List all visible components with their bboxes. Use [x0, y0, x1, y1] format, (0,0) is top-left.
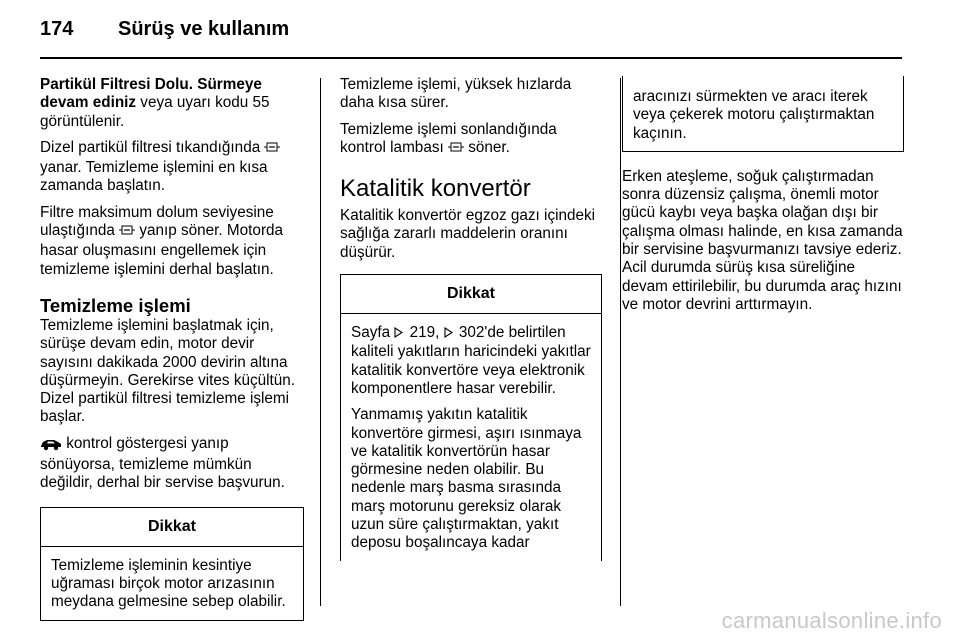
paragraph-text: Dizel partikül filtresi tıkandığında: [40, 138, 265, 156]
paragraph-catalytic: Katalitik konvertör egzoz gazı içindeki sağlığa zararlı maddelerin oranını düşürür.: [340, 207, 596, 261]
column-divider-2: [620, 78, 621, 606]
diesel-particle-filter-icon: [264, 140, 280, 159]
column-1: [40, 76, 304, 621]
paragraph-text: yanar. Temizleme işlemini en kısa zamanda başlatın.: [40, 159, 268, 195]
page-title: Sürüş ve kullanım: [118, 18, 290, 40]
paragraph-filter-max: [40, 204, 304, 279]
column-divider-1: [320, 78, 321, 606]
section-heading-cleaning: Temizleme işlemi: [40, 294, 191, 316]
paragraph-text: söner.: [463, 138, 510, 156]
warning-box-text: Temizleme işleminin kesintiye uğraması birçok motor arızasının meydana gelmesine sebep olabilir.: [51, 556, 286, 611]
paragraph-lamp-off: [340, 121, 602, 160]
page-header: [40, 18, 902, 58]
paragraph-text: 219,: [405, 324, 444, 342]
warning-box-body: [341, 314, 601, 561]
paragraph-filter-clogged: [40, 139, 304, 196]
warning-box-fuel: [351, 324, 591, 398]
diesel-particle-filter-icon: [448, 140, 464, 159]
warning-box-title: Dikkat: [41, 508, 303, 547]
column-3: [622, 76, 904, 322]
warning-box-text: Yanmamış yakıtın katalitik konvertöre girmesi, aşırı ısınmaya ve katalitik konvertörün hasar görmesine neden olabilir. Bu nedenle marş basma sırasında marş motorunu gereksiz olarak uzun süre çalıştırmaktan, yakıt deposu boşalıncaya kadar: [351, 406, 582, 552]
paragraph-malfunction: Erken ateşleme, soğuk çalıştırmadan sonra düzensiz çalışma, önemli motor gücü kaybı veya başka olağan dışı bir çalışma olması halinde, en kısa zamanda bir servisine başvurmanızı tavsiye ederiz. Acil durumda sürüş kısa süreliğine devam ettirilebilir, bu durumda araç hızını ve motor devrini arttırmayın.: [622, 167, 903, 313]
page-number: 174: [40, 18, 74, 40]
warning-box-continued: [622, 76, 904, 152]
section-heading-catalytic: Katalitik konvertör: [340, 175, 531, 203]
paragraph-text: 302'de belirtilen kaliteli yakıtların haricindeki yakıtlar katalitik konvertöre veya elektronik komponentlere hasar verebilir.: [351, 324, 591, 397]
paragraph-text: yanıp söner. Motorda hasar oluşmasını engellemek için temizleme işlemini derhal başlatın.: [40, 222, 284, 278]
paragraph-text: Filtre maksimum dolum seviyesine ulaştığında: [40, 203, 274, 240]
warning-box: [340, 274, 602, 561]
page-reference-arrow-icon: [444, 325, 453, 343]
paragraph-text: kontrol göstergesi yanıp sönüyorsa, temizleme mümkün değildir, derhal bir servise başvurun.: [40, 434, 285, 492]
warning-box-body: [41, 547, 303, 620]
warning-box-title: Dikkat: [341, 275, 601, 314]
paragraph-cleaning: Temizleme işlemini başlatmak için, sürüşe devam edin, motor devir sayısını dakikada 2000 devirin altına düşürmeyin. Gerekirse vites küçültün. Dizel partikül filtresi temizleme işlemi başlar.: [40, 316, 296, 426]
warning-box-text: aracınızı sürmekten ve aracı iterek veya çekerek motoru çalıştırmaktan kaçının.: [633, 88, 875, 142]
header-divider: [40, 57, 902, 59]
paragraph-service: [40, 435, 304, 493]
service-vehicle-icon: [40, 437, 62, 456]
paragraph-filter-full: [40, 76, 304, 131]
paragraph-text: Sayfa: [351, 324, 395, 342]
paragraph-text: Temizleme işlemi sonlandığında kontrol lambası: [340, 120, 557, 156]
watermark: carmanualsonline.info: [721, 608, 942, 633]
column-2: [340, 76, 602, 561]
diesel-particle-filter-icon: [119, 223, 135, 242]
message-text: Partikül Filtresi Dolu. Sürmeye devam ediniz: [40, 76, 262, 112]
page-reference-arrow-icon: [394, 325, 403, 343]
paragraph-speed: Temizleme işlemi, yüksek hızlarda daha kısa sürer.: [340, 76, 572, 112]
warning-box: [40, 507, 304, 621]
paragraph-text: veya uyarı kodu 55 görüntülenir.: [40, 94, 270, 130]
